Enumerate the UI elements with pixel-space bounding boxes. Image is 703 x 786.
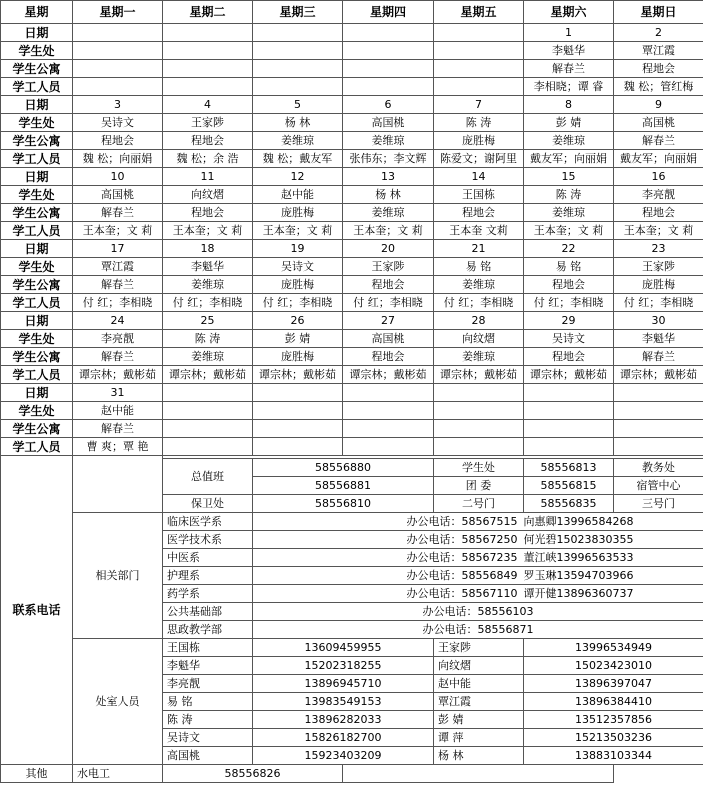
schedule-cell — [343, 384, 434, 402]
schedule-cell: 程地会 — [524, 348, 614, 366]
schedule-row-date — [1, 168, 703, 186]
schedule-cell: 彭 婧 — [253, 330, 343, 348]
other-phone: 58556826 — [163, 765, 343, 783]
schedule-cell: 李相晓；谭 睿 — [524, 78, 614, 96]
schedule-row-date — [1, 384, 703, 402]
schedule-cell: 付 红；李相晓 — [73, 294, 163, 312]
schedule-cell: 23 — [614, 240, 703, 258]
row-label: 学生处 — [1, 330, 73, 348]
schedule-row-student — [1, 258, 703, 276]
schedule-cell: 程地会 — [343, 348, 434, 366]
row-label: 学生处 — [1, 42, 73, 60]
row-label: 学工人员 — [1, 294, 73, 312]
staff-name: 王家陟 — [434, 639, 524, 657]
schedule-cell — [163, 384, 253, 402]
row-label: 学生公寓 — [1, 420, 73, 438]
schedule-row-dorm — [1, 204, 703, 222]
staff-phone: 13896384410 — [524, 693, 703, 711]
schedule-cell — [434, 438, 524, 456]
schedule-cell: 16 — [614, 168, 703, 186]
schedule-row-date — [1, 312, 703, 330]
dept-person: 谭开健13896360737 — [524, 585, 703, 603]
schedule-cell — [614, 402, 703, 420]
staff-row — [1, 639, 703, 657]
schedule-cell: 付 红；李相晓 — [343, 294, 434, 312]
schedule-row-date — [1, 24, 703, 42]
schedule-cell — [343, 60, 434, 78]
schedule-row-dorm — [1, 276, 703, 294]
schedule-cell: 高国桃 — [343, 114, 434, 132]
schedule-cell: 11 — [163, 168, 253, 186]
staff-phone: 13896397047 — [524, 675, 703, 693]
schedule-cell — [434, 420, 524, 438]
schedule-cell: 27 — [343, 312, 434, 330]
schedule-cell: 杨 林 — [253, 114, 343, 132]
schedule-row-student — [1, 402, 703, 420]
schedule-cell: 解春兰 — [614, 348, 703, 366]
schedule-cell — [163, 42, 253, 60]
schedule-cell — [343, 420, 434, 438]
schedule-cell — [73, 24, 163, 42]
schedule-cell: 24 — [73, 312, 163, 330]
dept-person: 何光碧15023830355 — [524, 531, 703, 549]
staff-name: 杨 林 — [434, 747, 524, 765]
schedule-cell: 付 红；李相晓 — [253, 294, 343, 312]
duty-cell: 团 委 — [434, 477, 524, 495]
schedule-cell: 王本奎；文 莉 — [524, 222, 614, 240]
schedule-cell — [253, 438, 343, 456]
row-label: 学生公寓 — [1, 132, 73, 150]
schedule-cell: 18 — [163, 240, 253, 258]
schedule-cell: 19 — [253, 240, 343, 258]
schedule-row-staff — [1, 294, 703, 312]
security-cell: 58556810 — [253, 495, 434, 513]
schedule-row-student — [1, 186, 703, 204]
contact-table — [0, 455, 703, 783]
schedule-cell — [73, 78, 163, 96]
schedule-cell: 28 — [434, 312, 524, 330]
security-cell: 三号门 — [614, 495, 703, 513]
schedule-cell: 程地会 — [343, 276, 434, 294]
schedule-cell: 魏 松；余 浩 — [163, 150, 253, 168]
schedule-cell: 付 红；李相晓 — [434, 294, 524, 312]
schedule-row-date — [1, 96, 703, 114]
schedule-cell — [343, 438, 434, 456]
schedule-cell — [253, 24, 343, 42]
schedule-cell: 13 — [343, 168, 434, 186]
schedule-cell: 31 — [73, 384, 163, 402]
schedule-cell: 1 — [524, 24, 614, 42]
schedule-cell: 姜维琼 — [434, 348, 524, 366]
duty-cell: 学生处 — [434, 459, 524, 477]
schedule-cell: 易 铭 — [434, 258, 524, 276]
header-cell: 星期四 — [343, 1, 434, 24]
row-label: 学生处 — [1, 114, 73, 132]
schedule-cell: 王本奎；文 莉 — [163, 222, 253, 240]
dept-person: 向惠卿13996584268 — [524, 513, 703, 531]
schedule-cell: 解春兰 — [73, 204, 163, 222]
schedule-cell: 魏 松；向丽娟 — [73, 150, 163, 168]
schedule-cell: 4 — [163, 96, 253, 114]
schedule-row-student — [1, 330, 703, 348]
row-label: 学生公寓 — [1, 204, 73, 222]
schedule-cell: 吴诗文 — [253, 258, 343, 276]
other-label: 其他 — [1, 765, 73, 783]
schedule-cell: 程地会 — [524, 276, 614, 294]
schedule-cell: 姜维琼 — [163, 276, 253, 294]
schedule-cell: 30 — [614, 312, 703, 330]
schedule-cell: 王家陟 — [614, 258, 703, 276]
dept-person: 罗玉琳13594703966 — [524, 567, 703, 585]
header-row — [1, 1, 703, 24]
schedule-cell: 姜维琼 — [163, 348, 253, 366]
schedule-cell: 李亮靓 — [73, 330, 163, 348]
dept-label: 相关部门 — [73, 513, 163, 639]
schedule-cell: 程地会 — [73, 132, 163, 150]
schedule-cell: 12 — [253, 168, 343, 186]
dept-office: 办公电话：58567515 — [253, 513, 524, 531]
schedule-cell: 解春兰 — [73, 276, 163, 294]
schedule-cell: 曹 爽；覃 艳 — [73, 438, 163, 456]
staff-phone: 15826182700 — [253, 729, 434, 747]
schedule-cell: 彭 婧 — [524, 114, 614, 132]
other-name: 水电工 — [73, 765, 163, 783]
dept-name: 护理系 — [163, 567, 253, 585]
schedule-row-dorm — [1, 420, 703, 438]
other-row — [1, 765, 703, 783]
schedule-cell: 庞胜梅 — [253, 276, 343, 294]
schedule-cell — [253, 402, 343, 420]
schedule-cell — [163, 78, 253, 96]
dept-office: 办公电话：58556103 — [253, 603, 703, 621]
schedule-cell: 付 红；李相晓 — [163, 294, 253, 312]
schedule-cell: 谭宗林；戴彬茹 — [253, 366, 343, 384]
schedule-cell: 王家陟 — [343, 258, 434, 276]
staff-name: 陈 涛 — [163, 711, 253, 729]
schedule-cell: 李魁华 — [163, 258, 253, 276]
dept-name: 中医系 — [163, 549, 253, 567]
schedule-cell: 高国桃 — [614, 114, 703, 132]
row-label: 学工人员 — [1, 438, 73, 456]
row-label: 日期 — [1, 384, 73, 402]
schedule-cell: 9 — [614, 96, 703, 114]
row-label: 学工人员 — [1, 366, 73, 384]
schedule-cell: 陈 涛 — [434, 114, 524, 132]
schedule-cell: 魏 松；管红梅 — [614, 78, 703, 96]
security-cell: 二号门 — [434, 495, 524, 513]
schedule-cell: 3 — [73, 96, 163, 114]
schedule-cell: 程地会 — [163, 204, 253, 222]
schedule-cell: 姜维琼 — [524, 204, 614, 222]
schedule-cell: 王家陟 — [163, 114, 253, 132]
staff-name: 王国栋 — [163, 639, 253, 657]
row-label: 日期 — [1, 24, 73, 42]
staff-label: 处室人员 — [73, 639, 163, 765]
schedule-cell: 解春兰 — [614, 132, 703, 150]
duty-label: 总值班 — [163, 459, 253, 495]
schedule-cell: 29 — [524, 312, 614, 330]
schedule-cell: 庞胜梅 — [434, 132, 524, 150]
schedule-cell: 姜维琼 — [253, 132, 343, 150]
schedule-cell: 解春兰 — [73, 348, 163, 366]
schedule-cell — [343, 78, 434, 96]
schedule-row-student — [1, 114, 703, 132]
staff-phone: 13883103344 — [524, 747, 703, 765]
schedule-row-student — [1, 42, 703, 60]
schedule-cell — [163, 60, 253, 78]
schedule-cell: 姜维琼 — [343, 132, 434, 150]
schedule-cell — [524, 438, 614, 456]
row-label: 学生公寓 — [1, 276, 73, 294]
row-label: 学工人员 — [1, 78, 73, 96]
schedule-cell: 向纹熠 — [434, 330, 524, 348]
staff-name: 李亮靓 — [163, 675, 253, 693]
schedule-cell — [253, 78, 343, 96]
row-label: 学生处 — [1, 258, 73, 276]
schedule-cell: 覃江霞 — [614, 42, 703, 60]
staff-phone: 13609459955 — [253, 639, 434, 657]
dept-name: 药学系 — [163, 585, 253, 603]
staff-phone: 15202318255 — [253, 657, 434, 675]
schedule-cell — [434, 384, 524, 402]
row-label: 日期 — [1, 312, 73, 330]
schedule-cell — [524, 384, 614, 402]
schedule-cell: 王本奎；文 莉 — [73, 222, 163, 240]
schedule-cell — [434, 78, 524, 96]
row-label: 日期 — [1, 168, 73, 186]
staff-phone: 13512357856 — [524, 711, 703, 729]
duty-cell: 教务处 — [614, 459, 703, 477]
staff-name: 赵中能 — [434, 675, 524, 693]
duty-cell: 58556881 — [253, 477, 434, 495]
schedule-cell: 17 — [73, 240, 163, 258]
schedule-cell: 谭宗林；戴彬茹 — [343, 366, 434, 384]
schedule-row-dorm — [1, 60, 703, 78]
schedule-cell: 谭宗林；戴彬茹 — [614, 366, 703, 384]
staff-name: 李魁华 — [163, 657, 253, 675]
schedule-cell: 14 — [434, 168, 524, 186]
schedule-cell: 陈 涛 — [163, 330, 253, 348]
staff-phone: 15213503236 — [524, 729, 703, 747]
schedule-cell — [163, 24, 253, 42]
schedule-cell: 付 红；李相晓 — [524, 294, 614, 312]
schedule-cell: 8 — [524, 96, 614, 114]
schedule-row-staff — [1, 222, 703, 240]
schedule-cell: 程地会 — [614, 60, 703, 78]
row-label: 学工人员 — [1, 150, 73, 168]
schedule-cell: 谭宗林；戴彬茹 — [434, 366, 524, 384]
schedule-cell: 陈爱文；谢阿里 — [434, 150, 524, 168]
schedule-cell: 高国桃 — [343, 330, 434, 348]
schedule-cell: 5 — [253, 96, 343, 114]
schedule-cell — [614, 384, 703, 402]
schedule-cell: 6 — [343, 96, 434, 114]
schedule-cell — [343, 24, 434, 42]
dept-name: 医学技术系 — [163, 531, 253, 549]
duty-cell: 58556880 — [253, 459, 434, 477]
schedule-cell — [253, 60, 343, 78]
schedule-row-staff — [1, 438, 703, 456]
security-cell: 58556835 — [524, 495, 614, 513]
schedule-cell — [253, 420, 343, 438]
schedule-cell: 26 — [253, 312, 343, 330]
schedule-cell — [163, 402, 253, 420]
schedule-cell: 程地会 — [434, 204, 524, 222]
schedule-cell: 姜维琼 — [434, 276, 524, 294]
dept-name: 临床医学系 — [163, 513, 253, 531]
schedule-cell: 陈 涛 — [524, 186, 614, 204]
schedule-cell — [434, 402, 524, 420]
schedule-cell: 庞胜梅 — [614, 276, 703, 294]
schedule-row-date — [1, 240, 703, 258]
schedule-cell: 戴友军；向丽娟 — [524, 150, 614, 168]
schedule-cell: 庞胜梅 — [253, 204, 343, 222]
schedule-cell — [524, 402, 614, 420]
schedule-cell: 吴诗文 — [524, 330, 614, 348]
schedule-cell — [524, 420, 614, 438]
schedule-cell: 程地会 — [163, 132, 253, 150]
schedule-cell: 赵中能 — [73, 402, 163, 420]
schedule-cell: 21 — [434, 240, 524, 258]
row-label: 学工人员 — [1, 222, 73, 240]
schedule-cell: 解春兰 — [73, 420, 163, 438]
schedule-cell: 程地会 — [614, 204, 703, 222]
header-cell: 星期 — [1, 1, 73, 24]
row-label: 日期 — [1, 96, 73, 114]
dept-office: 办公电话：58567110 — [253, 585, 524, 603]
schedule-cell — [434, 42, 524, 60]
staff-name: 吴诗文 — [163, 729, 253, 747]
staff-name: 彭 婧 — [434, 711, 524, 729]
header-cell: 星期六 — [524, 1, 614, 24]
schedule-cell: 李亮靓 — [614, 186, 703, 204]
schedule-cell: 王本奎；文 莉 — [253, 222, 343, 240]
schedule-cell: 2 — [614, 24, 703, 42]
schedule-cell: 王本奎 文莉 — [434, 222, 524, 240]
schedule-cell: 王本奎；文 莉 — [343, 222, 434, 240]
schedule-cell: 高国桃 — [73, 186, 163, 204]
dept-office: 办公电话：58556871 — [253, 621, 703, 639]
row-label: 日期 — [1, 240, 73, 258]
schedule-cell — [253, 42, 343, 60]
staff-phone: 15023423010 — [524, 657, 703, 675]
schedule-cell — [343, 402, 434, 420]
schedule-row-staff — [1, 78, 703, 96]
schedule-cell: 杨 林 — [343, 186, 434, 204]
schedule-cell: 谭宗林；戴彬茹 — [163, 366, 253, 384]
staff-name: 谭 萍 — [434, 729, 524, 747]
staff-name: 向纹熠 — [434, 657, 524, 675]
schedule-cell — [253, 384, 343, 402]
schedule-cell: 戴友军；向丽娟 — [614, 150, 703, 168]
duty-cell: 58556815 — [524, 477, 614, 495]
schedule-cell: 王国栋 — [434, 186, 524, 204]
row-label: 学生公寓 — [1, 348, 73, 366]
schedule-cell — [614, 420, 703, 438]
schedule-cell: 姜维琼 — [343, 204, 434, 222]
staff-phone: 15923403209 — [253, 747, 434, 765]
staff-name: 高国桃 — [163, 747, 253, 765]
schedule-cell — [73, 42, 163, 60]
row-label: 学生公寓 — [1, 60, 73, 78]
schedule-cell: 张伟东；李文辉 — [343, 150, 434, 168]
dept-office: 办公电话：58556849 — [253, 567, 524, 585]
schedule-cell: 向纹熠 — [163, 186, 253, 204]
header-cell: 星期日 — [614, 1, 703, 24]
schedule-row-dorm — [1, 348, 703, 366]
dept-name: 思政教学部 — [163, 621, 253, 639]
dept-row — [1, 513, 703, 531]
row-label: 学生处 — [1, 402, 73, 420]
duty-cell: 宿管中心 — [614, 477, 703, 495]
schedule-cell — [163, 438, 253, 456]
schedule-cell — [73, 60, 163, 78]
staff-name: 易 铭 — [163, 693, 253, 711]
staff-phone: 13896282033 — [253, 711, 434, 729]
schedule-cell — [614, 438, 703, 456]
header-cell: 星期一 — [73, 1, 163, 24]
staff-name: 覃江霞 — [434, 693, 524, 711]
schedule-cell: 7 — [434, 96, 524, 114]
header-cell: 星期二 — [163, 1, 253, 24]
header-cell: 星期三 — [253, 1, 343, 24]
schedule-cell: 解春兰 — [524, 60, 614, 78]
schedule-cell: 22 — [524, 240, 614, 258]
schedule-cell: 谭宗林；戴彬茹 — [524, 366, 614, 384]
dept-office: 办公电话：58567250 — [253, 531, 524, 549]
schedule-cell: 付 红；李相晓 — [614, 294, 703, 312]
schedule-cell: 25 — [163, 312, 253, 330]
schedule-cell: 吴诗文 — [73, 114, 163, 132]
schedule-cell — [434, 24, 524, 42]
schedule-cell: 庞胜梅 — [253, 348, 343, 366]
schedule-cell: 李魁华 — [614, 330, 703, 348]
schedule-row-staff — [1, 150, 703, 168]
schedule-cell: 魏 松；戴友军 — [253, 150, 343, 168]
staff-phone: 13896945710 — [253, 675, 434, 693]
schedule-cell — [434, 60, 524, 78]
staff-phone: 13996534949 — [524, 639, 703, 657]
schedule-cell: 覃江霞 — [73, 258, 163, 276]
duty-cell: 58556813 — [524, 459, 614, 477]
schedule-cell: 谭宗林；戴彬茹 — [73, 366, 163, 384]
contact-title: 联系电话 — [1, 456, 73, 765]
row-label: 学生处 — [1, 186, 73, 204]
dept-office: 办公电话：58567235 — [253, 549, 524, 567]
security-cell: 保卫处 — [163, 495, 253, 513]
dept-person: 董江峡13996563533 — [524, 549, 703, 567]
schedule-cell: 20 — [343, 240, 434, 258]
schedule-cell: 易 铭 — [524, 258, 614, 276]
schedule-cell: 赵中能 — [253, 186, 343, 204]
schedule-cell: 10 — [73, 168, 163, 186]
schedule-cell: 王本奎；文 莉 — [614, 222, 703, 240]
schedule-cell: 15 — [524, 168, 614, 186]
schedule-cell: 李魁华 — [524, 42, 614, 60]
schedule-cell — [163, 420, 253, 438]
header-cell: 星期五 — [434, 1, 524, 24]
dept-name: 公共基础部 — [163, 603, 253, 621]
staff-phone: 13983549153 — [253, 693, 434, 711]
schedule-cell — [343, 42, 434, 60]
schedule-row-dorm — [1, 132, 703, 150]
schedule-cell: 姜维琼 — [524, 132, 614, 150]
schedule-row-staff — [1, 366, 703, 384]
